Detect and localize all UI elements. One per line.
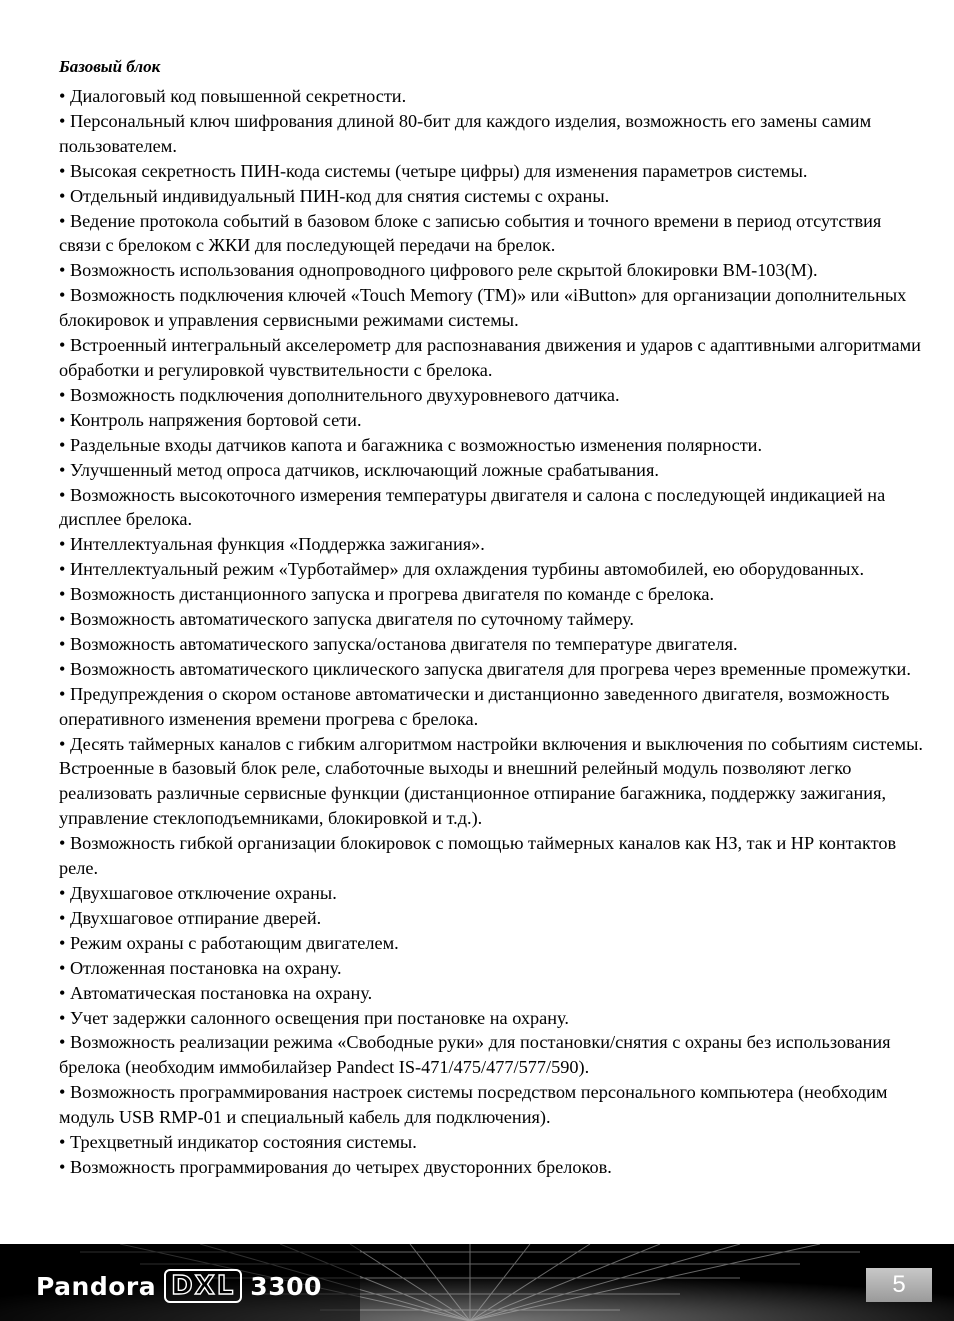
- feature-item: • Отложенная постановка на охрану.: [59, 957, 342, 978]
- brand-logo: [36, 1264, 322, 1308]
- feature-item: • Контроль напряжения бортовой сети.: [59, 409, 362, 430]
- feature-item: • Режим охраны с работающим двигателем.: [59, 932, 399, 953]
- feature-item: • Интеллектуальный режим «Турботаймер» для охлаждения турбины автомобилей, ею оборудованных.: [59, 559, 865, 580]
- page-number-box: [866, 1268, 932, 1302]
- feature-item: • Возможность высокоточного измерения температуры двигателя и салона с последующей индикацией на дисплее брелока.: [59, 484, 886, 530]
- feature-item: • Возможность гибкой организации блокировок с помощью таймерных каналов как НЗ, так и НР контактов реле.: [59, 833, 897, 879]
- feature-item: • Возможность автоматического запуска двигателя по суточному таймеру.: [59, 609, 634, 630]
- feature-item: • Трехцветный индикатор состояния системы.: [59, 1132, 417, 1153]
- feature-item: • Возможность использования однопроводного цифрового реле скрытой блокировки BM-103(M).: [59, 260, 818, 281]
- feature-item: • Отдельный индивидуальный ПИН-код для снятия системы с охраны.: [59, 185, 610, 206]
- content-area: [59, 56, 924, 1180]
- feature-item: • Возможность реализации режима «Свободные руки» для постановки/снятия с охраны без использования брелока (необходим иммобилайзер Pandect IS-471/475/477/577/590).: [59, 1032, 891, 1078]
- section-title: Базовый блок: [59, 57, 161, 76]
- feature-item: • Раздельные входы датчиков капота и багажника с возможностью изменения полярности.: [59, 434, 763, 455]
- feature-item: • Встроенный интегральный акселерометр для распознавания движения и ударов с адаптивными алгоритмами обработки и регулировкой чувствительности с брелока.: [59, 335, 921, 380]
- feature-item: • Возможность программирования настроек системы посредством персонального компьютера (необходим модуль USB RMP-01 и специальный кабель для подключения).: [59, 1082, 888, 1128]
- feature-item: • Десять таймерных каналов с гибким алгоритмом настройки включения и выключения по событиям системы. Встроенные в базовый блок реле, слаботочные выходы и внешний релейный модуль позволяют легко реализовать различные сервисные функции (дистанционное отпирание багажника, поддержку зажигания, управление стеклоподъемниками, блокировкой и т.д.).: [59, 733, 923, 829]
- feature-item: • Двухшаговое отключение охраны.: [59, 883, 337, 903]
- feature-item: • Возможность автоматического запуска/останова двигателя по температуре двигателя.: [59, 633, 738, 654]
- feature-item: • Персональный ключ шифрования длиной 80-бит для каждого изделия, возможность его замены самим пользователем.: [59, 110, 872, 156]
- model-number: 3300: [250, 1271, 322, 1301]
- model-name: DXL: [171, 1271, 236, 1301]
- feature-item: • Предупреждения о скором останове автоматически и дистанционно заведенного двигателя, возможность оперативного изменения времени прогрева с брелока.: [59, 683, 890, 729]
- feature-item: • Учет задержки салонного освещения при постановке на охрану.: [59, 1007, 569, 1028]
- feature-item: • Возможность программирования до четырех двусторонних брелоков.: [59, 1156, 612, 1177]
- feature-item: • Ведение протокола событий в базовом блоке с записью события и точного времени в период отсутствия связи с брелоком с ЖКИ для последующей передачи на брелок.: [59, 210, 882, 256]
- feature-item: • Интеллектуальная функция «Поддержка зажигания».: [59, 534, 485, 555]
- page-number: 5: [892, 1271, 906, 1298]
- footer-band: [0, 1244, 954, 1321]
- feature-item: • Возможность подключения дополнительного двухуровневого датчика.: [59, 384, 620, 405]
- feature-item: • Автоматическая постановка на охрану.: [59, 982, 373, 1003]
- brand-name: Pandora: [36, 1271, 157, 1301]
- feature-list: [59, 84, 924, 1180]
- feature-item: • Высокая секретность ПИН-кода системы (четыре цифры) для изменения параметров системы.: [59, 160, 808, 181]
- feature-item: • Улучшенный метод опроса датчиков, исключающий ложные срабатывания.: [59, 459, 659, 480]
- model-badge: [164, 1269, 242, 1303]
- feature-item: • Возможность автоматического циклического запуска двигателя для прогрева через временные промежутки.: [59, 658, 911, 679]
- feature-item: • Диалоговый код повышенной секретности.: [59, 86, 407, 106]
- feature-item: • Возможность подключения ключей «Touch Memory (TM)» или «iButton» для организации дополнительных блокировок и управления сервисными режимами системы.: [59, 285, 907, 331]
- feature-item: • Возможность дистанционного запуска и прогрева двигателя по команде с брелока.: [59, 584, 715, 605]
- feature-item: • Двухшаговое отпирание дверей.: [59, 907, 322, 928]
